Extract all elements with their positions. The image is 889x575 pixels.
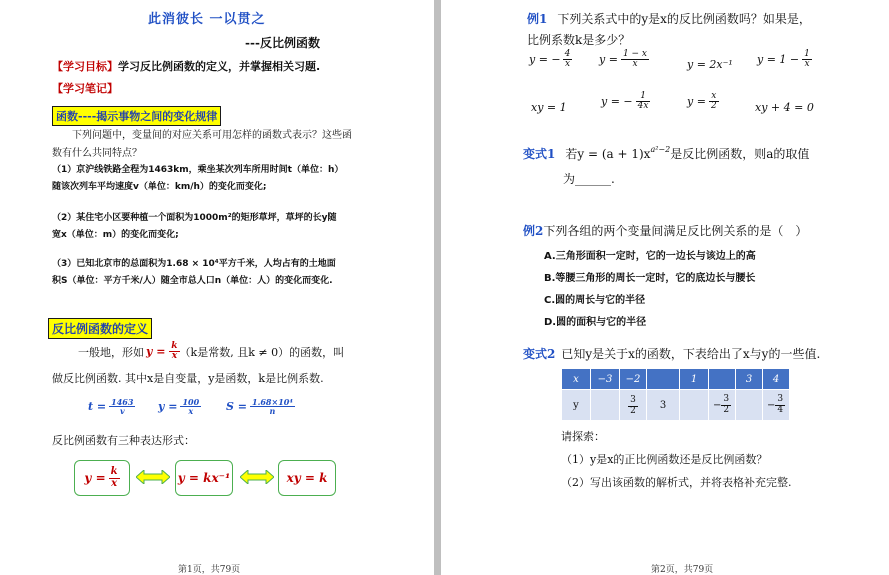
definition-frac-num: k — [171, 341, 178, 351]
page-footer: 第1页，共79页 — [178, 565, 241, 575]
definition-frac-den: x — [171, 351, 178, 362]
form-box-negative-exponent: y = kx⁻¹ — [175, 460, 233, 496]
section-heading-function: 函数----揭示事物之间的变化规律 — [52, 106, 221, 126]
table-header-y: y — [562, 390, 591, 421]
definition-eq-left: y = — [146, 344, 166, 358]
definition-prefix: 一般地，形如 — [78, 345, 144, 359]
definition-fraction — [169, 342, 179, 362]
section-heading-definition: 反比例函数的定义 — [48, 318, 152, 339]
example-1-label: 例1 — [527, 12, 548, 26]
expr6-fraction — [636, 92, 651, 112]
expr1-left: y = − — [529, 53, 561, 67]
table-cell-y: $\frac{3}{2}$ — [620, 390, 647, 421]
goal-text: 学习反比例函数的定义，并掌握相关习题. — [118, 60, 321, 73]
table-cell-x: 1 — [680, 369, 709, 390]
problem-2-line-2: 宽x（单位：m）的变化而变化; — [52, 230, 179, 240]
notes-label: 【学习笔记】 — [52, 82, 118, 95]
variant-1-label: 变式1 — [523, 147, 556, 161]
example-equation-y — [158, 398, 201, 416]
example-2-text: 下列各组的两个变量间满足反比例关系的是（ ） — [543, 224, 808, 238]
table-cell-x: −3 — [591, 369, 620, 390]
table-cell-x: −2 — [620, 369, 647, 390]
variant-2-text: 已知y是关于x的函数，下表给出了x与y的一些值. — [561, 347, 821, 361]
problem-2-line-1: （2）某住宅小区要种植一个面积为1000m²的矩形草坪，草坪的长y随 — [52, 213, 337, 223]
page-1 — [0, 0, 434, 575]
expr6-num: 1 — [636, 92, 651, 102]
document-title: 此消彼长 一以贯之 — [148, 12, 266, 27]
eq1-left: t = — [88, 400, 107, 414]
question-2: （2）写出该函数的解析式，并将表格补充完整. — [561, 476, 792, 489]
table-row-x — [562, 369, 790, 390]
definition-line-2: 做反比例函数. 其中x是自变量，y是函数，k是比例系数. — [52, 372, 324, 385]
learning-goal — [52, 58, 320, 74]
eq3-num: 1.68×10⁴ — [252, 397, 293, 407]
table-cell-y — [736, 390, 763, 421]
option-a — [544, 247, 756, 262]
problem-3-line-1: （3）已知北京市的总面积为1.68 × 10⁴平方千米，人均占有的土地面 — [52, 259, 336, 269]
page-2 — [441, 0, 889, 575]
expression-5: xy = 1 — [531, 101, 567, 114]
definition-suffix: （k是常数, 且k ≠ 0）的函数，叫 — [179, 345, 345, 359]
form1-left: y = — [84, 471, 106, 485]
expr2-left: y = — [599, 53, 618, 67]
eq1-num: 1463 — [111, 397, 134, 407]
option-c-text: C.圆的周长与它的半径 — [544, 295, 646, 306]
intro-line-1: 下列问题中，变量间的对应关系可用怎样的函数式表示？这些函 — [72, 130, 352, 141]
intro-line-2: 数有什么共同特点？ — [52, 148, 142, 159]
definition-equation — [146, 342, 180, 362]
option-c — [544, 291, 645, 306]
problem-3-line-2: 积S（单位：平方千米/人）随全市总人口n（单位：人）的变化而变化. — [52, 276, 333, 286]
table-cell-x: 4 — [763, 369, 790, 390]
document-subtitle: ---反比例函数 — [245, 36, 320, 50]
expr7-den: 2 — [710, 101, 717, 112]
table-cell-y: − $\frac{3}{2}$ — [709, 390, 736, 421]
explore-label: 请探索： — [561, 430, 605, 443]
option-b-text: B.等腰三角形的周长一定时，它的底边长与腰长 — [544, 273, 756, 284]
expr2-num: 1 − x — [622, 49, 648, 59]
table-header-x: x — [562, 369, 591, 390]
page-footer: 第2页，共79页 — [651, 565, 714, 575]
expr7-fraction — [709, 92, 719, 112]
example-1-text: 下列关系式中的y是x的反比例函数吗？如果是， — [557, 12, 811, 26]
variant-2-line — [523, 345, 820, 362]
expr4-num: 1 — [804, 49, 810, 59]
variant-1-text-pre: 若y = (a + 1)x — [565, 147, 651, 161]
variant-1-line-2: 为______. — [563, 172, 615, 186]
expression-7 — [687, 92, 719, 112]
example-equation-s — [226, 398, 295, 416]
form1-num: k — [110, 466, 118, 477]
table-cell-y — [680, 390, 709, 421]
expr1-num: 4 — [564, 49, 571, 59]
form-box-fraction — [74, 460, 130, 496]
expression-1 — [529, 50, 572, 70]
table-cell-y: 3 — [647, 390, 680, 421]
expr6-den: 4x — [637, 101, 649, 112]
expr4-left: y = 1 − — [757, 53, 800, 67]
three-forms-label: 反比例函数有三种表达形式： — [52, 434, 195, 447]
expr1-fraction — [563, 50, 573, 70]
expression-6 — [601, 92, 650, 112]
option-d — [544, 313, 646, 328]
example-equation-t — [88, 398, 135, 416]
table-cell-y — [591, 390, 620, 421]
eq2-den: x — [188, 406, 194, 417]
expression-2 — [599, 50, 649, 70]
expr1-den: x — [564, 59, 571, 70]
variant-1-line-1 — [523, 145, 809, 162]
eq1-fraction — [109, 398, 135, 416]
table-cell-x — [647, 369, 680, 390]
table-cell-y: − $\frac{3}{4}$ — [763, 390, 790, 421]
double-arrow-icon — [136, 470, 170, 484]
variant-1-text-post: 是反比例函数，则a的取值 — [670, 147, 810, 161]
values-table — [561, 368, 790, 421]
expr2-fraction — [621, 50, 649, 70]
expr4-fraction — [802, 50, 812, 70]
eq1-den: v — [119, 406, 125, 417]
expr2-den: x — [632, 59, 638, 70]
double-arrow-icon — [240, 470, 274, 484]
xy-table — [561, 368, 790, 421]
expression-8: xy + 4 = 0 — [755, 101, 814, 114]
example-2-label: 例2 — [523, 224, 544, 238]
example-1-line-2: 比例系数k是多少？ — [527, 33, 631, 47]
eq3-fraction — [250, 398, 295, 416]
option-a-text: A.三角形面积一定时，它的一边长与该边上的高 — [544, 251, 756, 262]
eq3-left: S = — [226, 400, 247, 414]
variant-2-label: 变式2 — [523, 347, 556, 361]
question-1: （1）y是x的正比例函数还是反比例函数？ — [561, 453, 768, 466]
definition-line-1 — [78, 342, 344, 362]
eq3-den: n — [269, 406, 276, 417]
example-1-line-1 — [527, 10, 811, 27]
expr7-left: y = — [687, 95, 706, 109]
expr4-den: x — [804, 59, 810, 70]
eq2-left: y = — [158, 400, 178, 414]
variant-1-exponent: a²−2 — [650, 145, 671, 154]
expr6-left: y = − — [601, 95, 633, 109]
expression-3: y = 2x⁻¹ — [687, 58, 733, 71]
problem-1-line-1: （1）京沪线铁路全程为1463km，乘坐某次列车所用时间t（单位：h） — [52, 165, 344, 175]
form1-den: x — [111, 477, 118, 489]
example-2-line — [523, 222, 807, 239]
option-b — [544, 269, 755, 284]
goal-label: 【学习目标】 — [52, 60, 118, 73]
eq2-fraction — [180, 398, 201, 416]
option-d-text: D.圆的面积与它的半径 — [544, 317, 647, 328]
problem-1-line-2: 随该次列车平均速度v（单位：km/h）的变化而变化; — [52, 182, 267, 192]
table-row-y — [562, 390, 790, 421]
table-cell-x — [709, 369, 736, 390]
eq2-num: 100 — [182, 397, 200, 407]
form-box-product: xy = k — [278, 460, 336, 496]
form1-fraction — [109, 467, 120, 489]
expr7-num: x — [709, 92, 719, 102]
expression-4 — [757, 50, 812, 70]
table-cell-x: 3 — [736, 369, 763, 390]
